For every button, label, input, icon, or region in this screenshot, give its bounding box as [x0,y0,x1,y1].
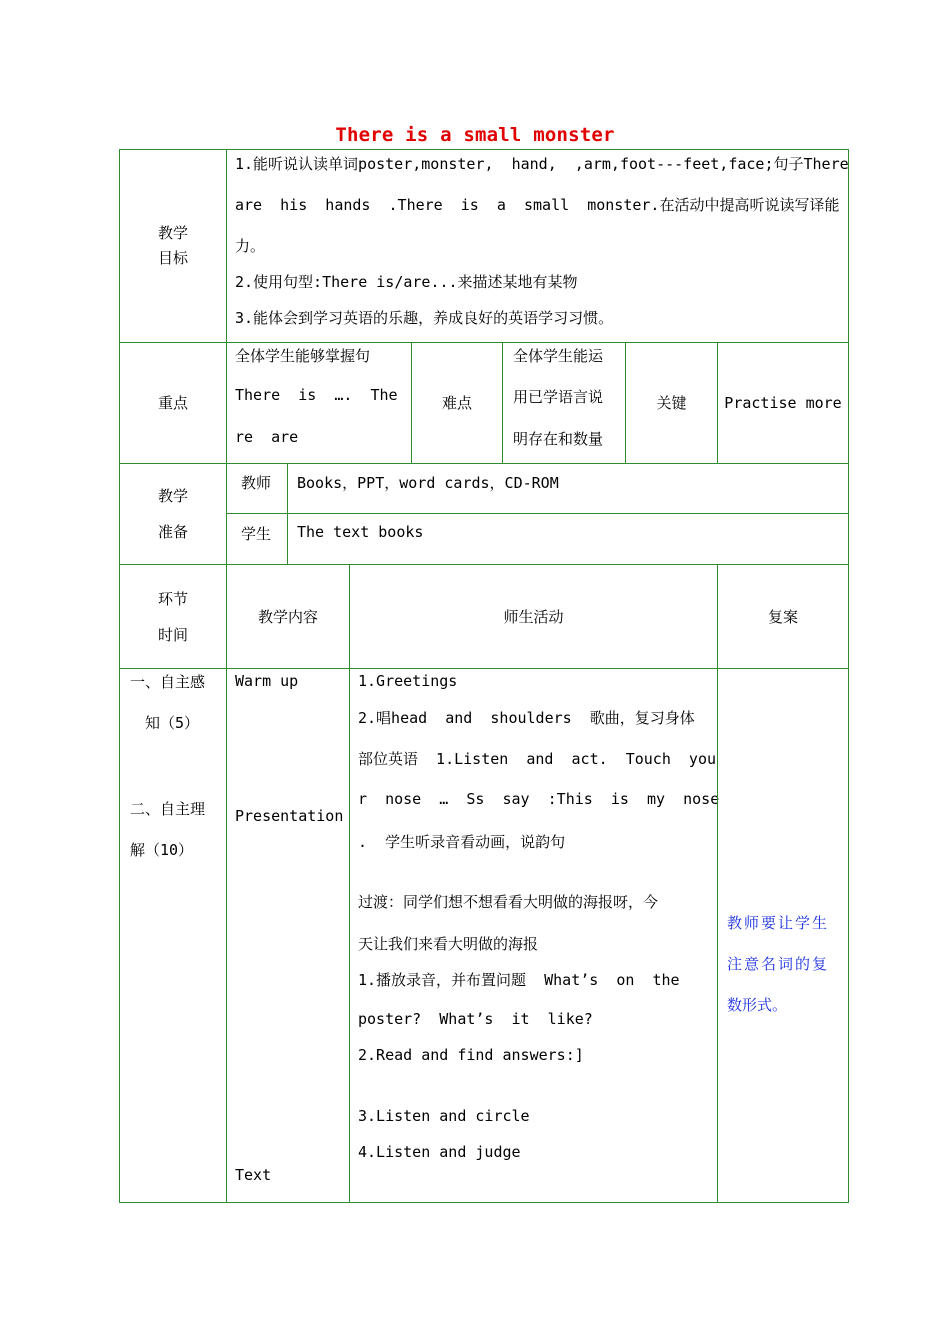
content-text: Text [235,1166,272,1184]
activities-header: 师生活动 [503,607,564,626]
objective-line-5: 3.能体会到学习英语的乐趣，养成良好的英语学习习惯。 [235,309,614,327]
difficulty-line-1: 全体学生能运 [513,347,604,365]
student-label: 学生 [241,525,272,543]
activities-header-cell [349,564,718,669]
note-line-1: 教师要让学生 [727,914,830,932]
key-label: 关键 [656,394,687,412]
activity-line-7: 天让我们来看大明做的海报 [358,935,539,953]
activity-line-3: 部位英语 1.Listen and act. Touch you [358,750,717,768]
objectives-label-cell [119,149,227,343]
activity-line-10: 2.Read and find answers:] [358,1046,584,1064]
student-value: The text books [297,523,424,541]
preparation-label-2: 准备 [157,523,188,541]
objectives-label-2: 目标 [157,249,188,267]
key-value-cell [717,342,849,464]
content-presentation: Presentation [235,807,344,825]
focus-line-1: 全体学生能够掌握句 [235,347,371,365]
objectives-label-1: 教学 [157,224,188,242]
preparation-label-1: 教学 [157,487,188,505]
activity-line-8: 1.播放录音，并布置问题 What’s on the [358,971,680,989]
notes-header-cell [717,564,849,669]
focus-label-cell [119,342,227,464]
preparation-label-cell [119,463,227,565]
activity-line-4: r nose … Ss say :This is my nose [358,790,720,808]
activity-line-12: 4.Listen and judge [358,1143,521,1161]
content-header: 教学内容 [257,607,318,626]
activity-line-11: 3.Listen and circle [358,1107,530,1125]
content-body-cell [226,668,350,1203]
difficulty-line-3: 明存在和数量 [513,430,604,448]
stage2-line-1: 二、自主理 [130,800,206,818]
notes-body-cell [717,668,849,1203]
activity-line-1: 1.Greetings [358,672,458,690]
objective-line-3: 力。 [235,237,266,255]
key-value: Practise more [724,394,842,412]
difficulty-label: 难点 [441,394,472,412]
objective-line-1: 1.能听说认读单词poster,monster, hand, ,arm,foot---feet,face;句子There [235,155,849,173]
stage-body-cell [119,668,227,1203]
focus-line-3: re are [235,428,299,446]
activity-line-2: 2.唱head and shoulders 歌曲，复习身体 [358,709,695,727]
page-title: There is a small monster [335,124,615,146]
stage-header-2: 时间 [157,625,188,644]
difficulty-line-2: 用已学语言说 [513,388,604,406]
stage-header-1: 环节 [157,589,188,608]
focus-line-2: There is …. The [235,386,398,404]
focus-label: 重点 [157,394,188,412]
note-line-3: 数形式。 [727,996,788,1014]
difficulty-label-cell [411,342,503,464]
content-warm-up: Warm up [235,672,299,690]
stage1-line-2: 知（5） [145,714,200,732]
stage1-line-1: 一、自主感 [130,673,206,691]
activity-line-9: poster? What’s it like? [358,1010,593,1028]
objective-line-2: are his hands .There is a small monster.在活动中提高听说读写译能 [235,196,840,214]
notes-header: 复案 [767,607,798,626]
note-line-2: 注意名词的复 [727,955,830,973]
teacher-label: 教师 [241,474,272,492]
activity-line-5: . 学生听录音看动画，说韵句 [358,833,566,851]
teacher-value: Books，PPT，word cards，CD-ROM [297,474,559,492]
key-label-cell [625,342,718,464]
stage2-line-2: 解（10） [130,841,194,859]
content-header-cell [226,564,350,669]
activity-line-6: 过渡：同学们想不想看看大明做的海报呀，今 [358,893,659,911]
stage-header-cell [119,564,227,669]
objective-line-4: 2.使用句型:There is/are...来描述某地有某物 [235,273,578,291]
